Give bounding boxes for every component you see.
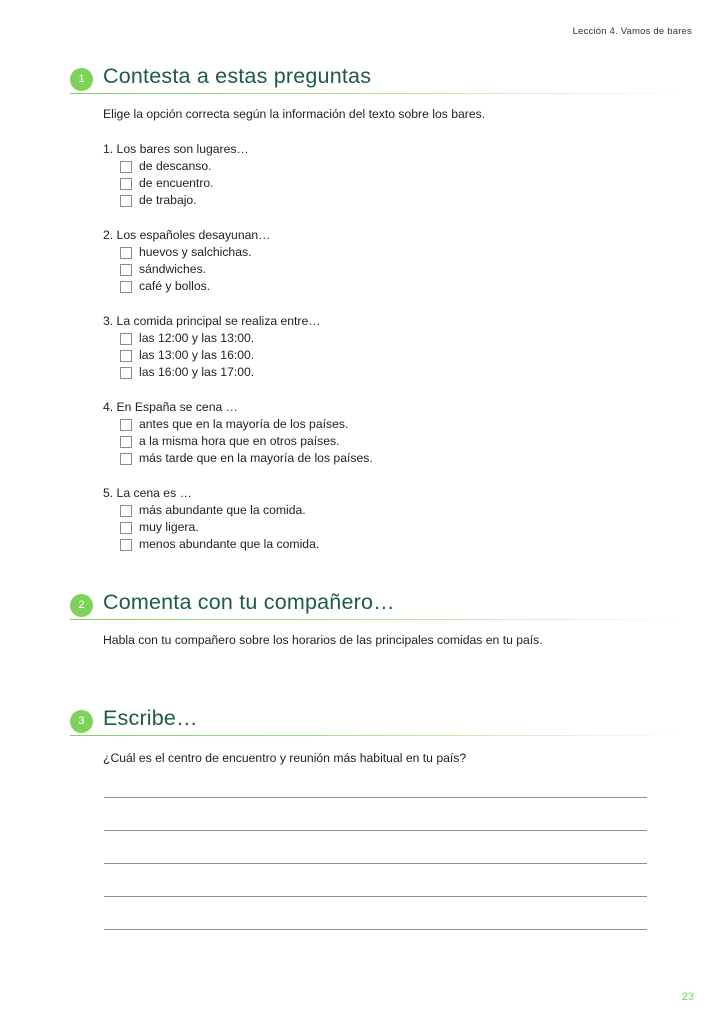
option-label: muy ligera. [139, 520, 199, 534]
checkbox[interactable] [120, 539, 132, 551]
checkbox[interactable] [120, 367, 132, 379]
section-2 [0, 590, 728, 620]
checkbox[interactable] [120, 247, 132, 259]
answer-option[interactable] [103, 364, 373, 381]
writing-line[interactable] [104, 929, 647, 930]
question-text: 4. En España se cena … [103, 400, 238, 414]
answer-option[interactable] [103, 175, 373, 192]
section-3 [0, 706, 728, 736]
lesson-header: Lección 4. Vamos de bares [572, 26, 692, 37]
section-divider [70, 735, 692, 736]
answer-option[interactable] [103, 502, 373, 519]
checkbox[interactable] [120, 350, 132, 362]
page-number: 23 [681, 991, 694, 1003]
option-label: café y bollos. [139, 279, 211, 293]
question-4 [103, 399, 373, 467]
section-divider [70, 93, 692, 94]
option-label: menos abundante que la comida. [139, 537, 320, 551]
writing-line[interactable] [104, 797, 647, 798]
answer-option[interactable] [103, 536, 373, 553]
section-number-badge: 2 [70, 594, 93, 617]
option-label: más abundante que la comida. [139, 503, 306, 517]
question-2 [103, 227, 373, 295]
section-1-instruction: Elige la opción correcta según la información del texto sobre los bares. [103, 107, 486, 121]
section-3-instruction: ¿Cuál es el centro de encuentro y reunión más habitual en tu país? [103, 751, 467, 765]
option-label: antes que en la mayoría de los países. [139, 417, 349, 431]
checkbox[interactable] [120, 281, 132, 293]
option-label: de descanso. [139, 159, 212, 173]
checkbox[interactable] [120, 505, 132, 517]
section-divider [70, 619, 692, 620]
checkbox[interactable] [120, 161, 132, 173]
question-5 [103, 485, 373, 553]
option-label: de encuentro. [139, 176, 214, 190]
answer-option[interactable] [103, 416, 373, 433]
option-label: de trabajo. [139, 193, 197, 207]
question-text: 1. Los bares son lugares… [103, 142, 249, 156]
section-2-header [0, 590, 728, 620]
writing-line[interactable] [104, 863, 647, 864]
question-list [103, 141, 373, 571]
option-label: las 13:00 y las 16:00. [139, 348, 255, 362]
writing-area[interactable] [104, 797, 647, 962]
answer-option[interactable] [103, 450, 373, 467]
section-3-header [0, 706, 728, 736]
option-label: sándwiches. [139, 262, 207, 276]
checkbox[interactable] [120, 522, 132, 534]
answer-option[interactable] [103, 519, 373, 536]
question-3 [103, 313, 373, 381]
option-label: más tarde que en la mayoría de los países. [139, 451, 373, 465]
section-number-badge: 3 [70, 710, 93, 733]
option-label: a la misma hora que en otros países. [139, 434, 340, 448]
option-label: las 12:00 y las 13:00. [139, 331, 255, 345]
checkbox[interactable] [120, 264, 132, 276]
option-label: las 16:00 y las 17:00. [139, 365, 255, 379]
answer-option[interactable] [103, 433, 373, 450]
section-title: Escribe… [103, 706, 198, 730]
checkbox[interactable] [120, 436, 132, 448]
question-1 [103, 141, 373, 209]
writing-line[interactable] [104, 830, 647, 831]
answer-option[interactable] [103, 278, 373, 295]
answer-option[interactable] [103, 261, 373, 278]
writing-line[interactable] [104, 896, 647, 897]
checkbox[interactable] [120, 453, 132, 465]
checkbox[interactable] [120, 178, 132, 190]
question-text: 3. La comida principal se realiza entre… [103, 314, 321, 328]
section-title: Comenta con tu compañero… [103, 590, 395, 614]
checkbox[interactable] [120, 195, 132, 207]
answer-option[interactable] [103, 330, 373, 347]
checkbox[interactable] [120, 333, 132, 345]
answer-option[interactable] [103, 158, 373, 175]
section-1-header [0, 64, 728, 94]
section-number-badge: 1 [70, 68, 93, 91]
answer-option[interactable] [103, 347, 373, 364]
question-text: 2. Los españoles desayunan… [103, 228, 271, 242]
checkbox[interactable] [120, 419, 132, 431]
answer-option[interactable] [103, 192, 373, 209]
question-text: 5. La cena es … [103, 486, 192, 500]
section-title: Contesta a estas preguntas [103, 64, 372, 88]
section-2-instruction: Habla con tu compañero sobre los horarios de las principales comidas en tu país. [103, 633, 543, 647]
answer-option[interactable] [103, 244, 373, 261]
option-label: huevos y salchichas. [139, 245, 252, 259]
section-1 [0, 64, 728, 94]
